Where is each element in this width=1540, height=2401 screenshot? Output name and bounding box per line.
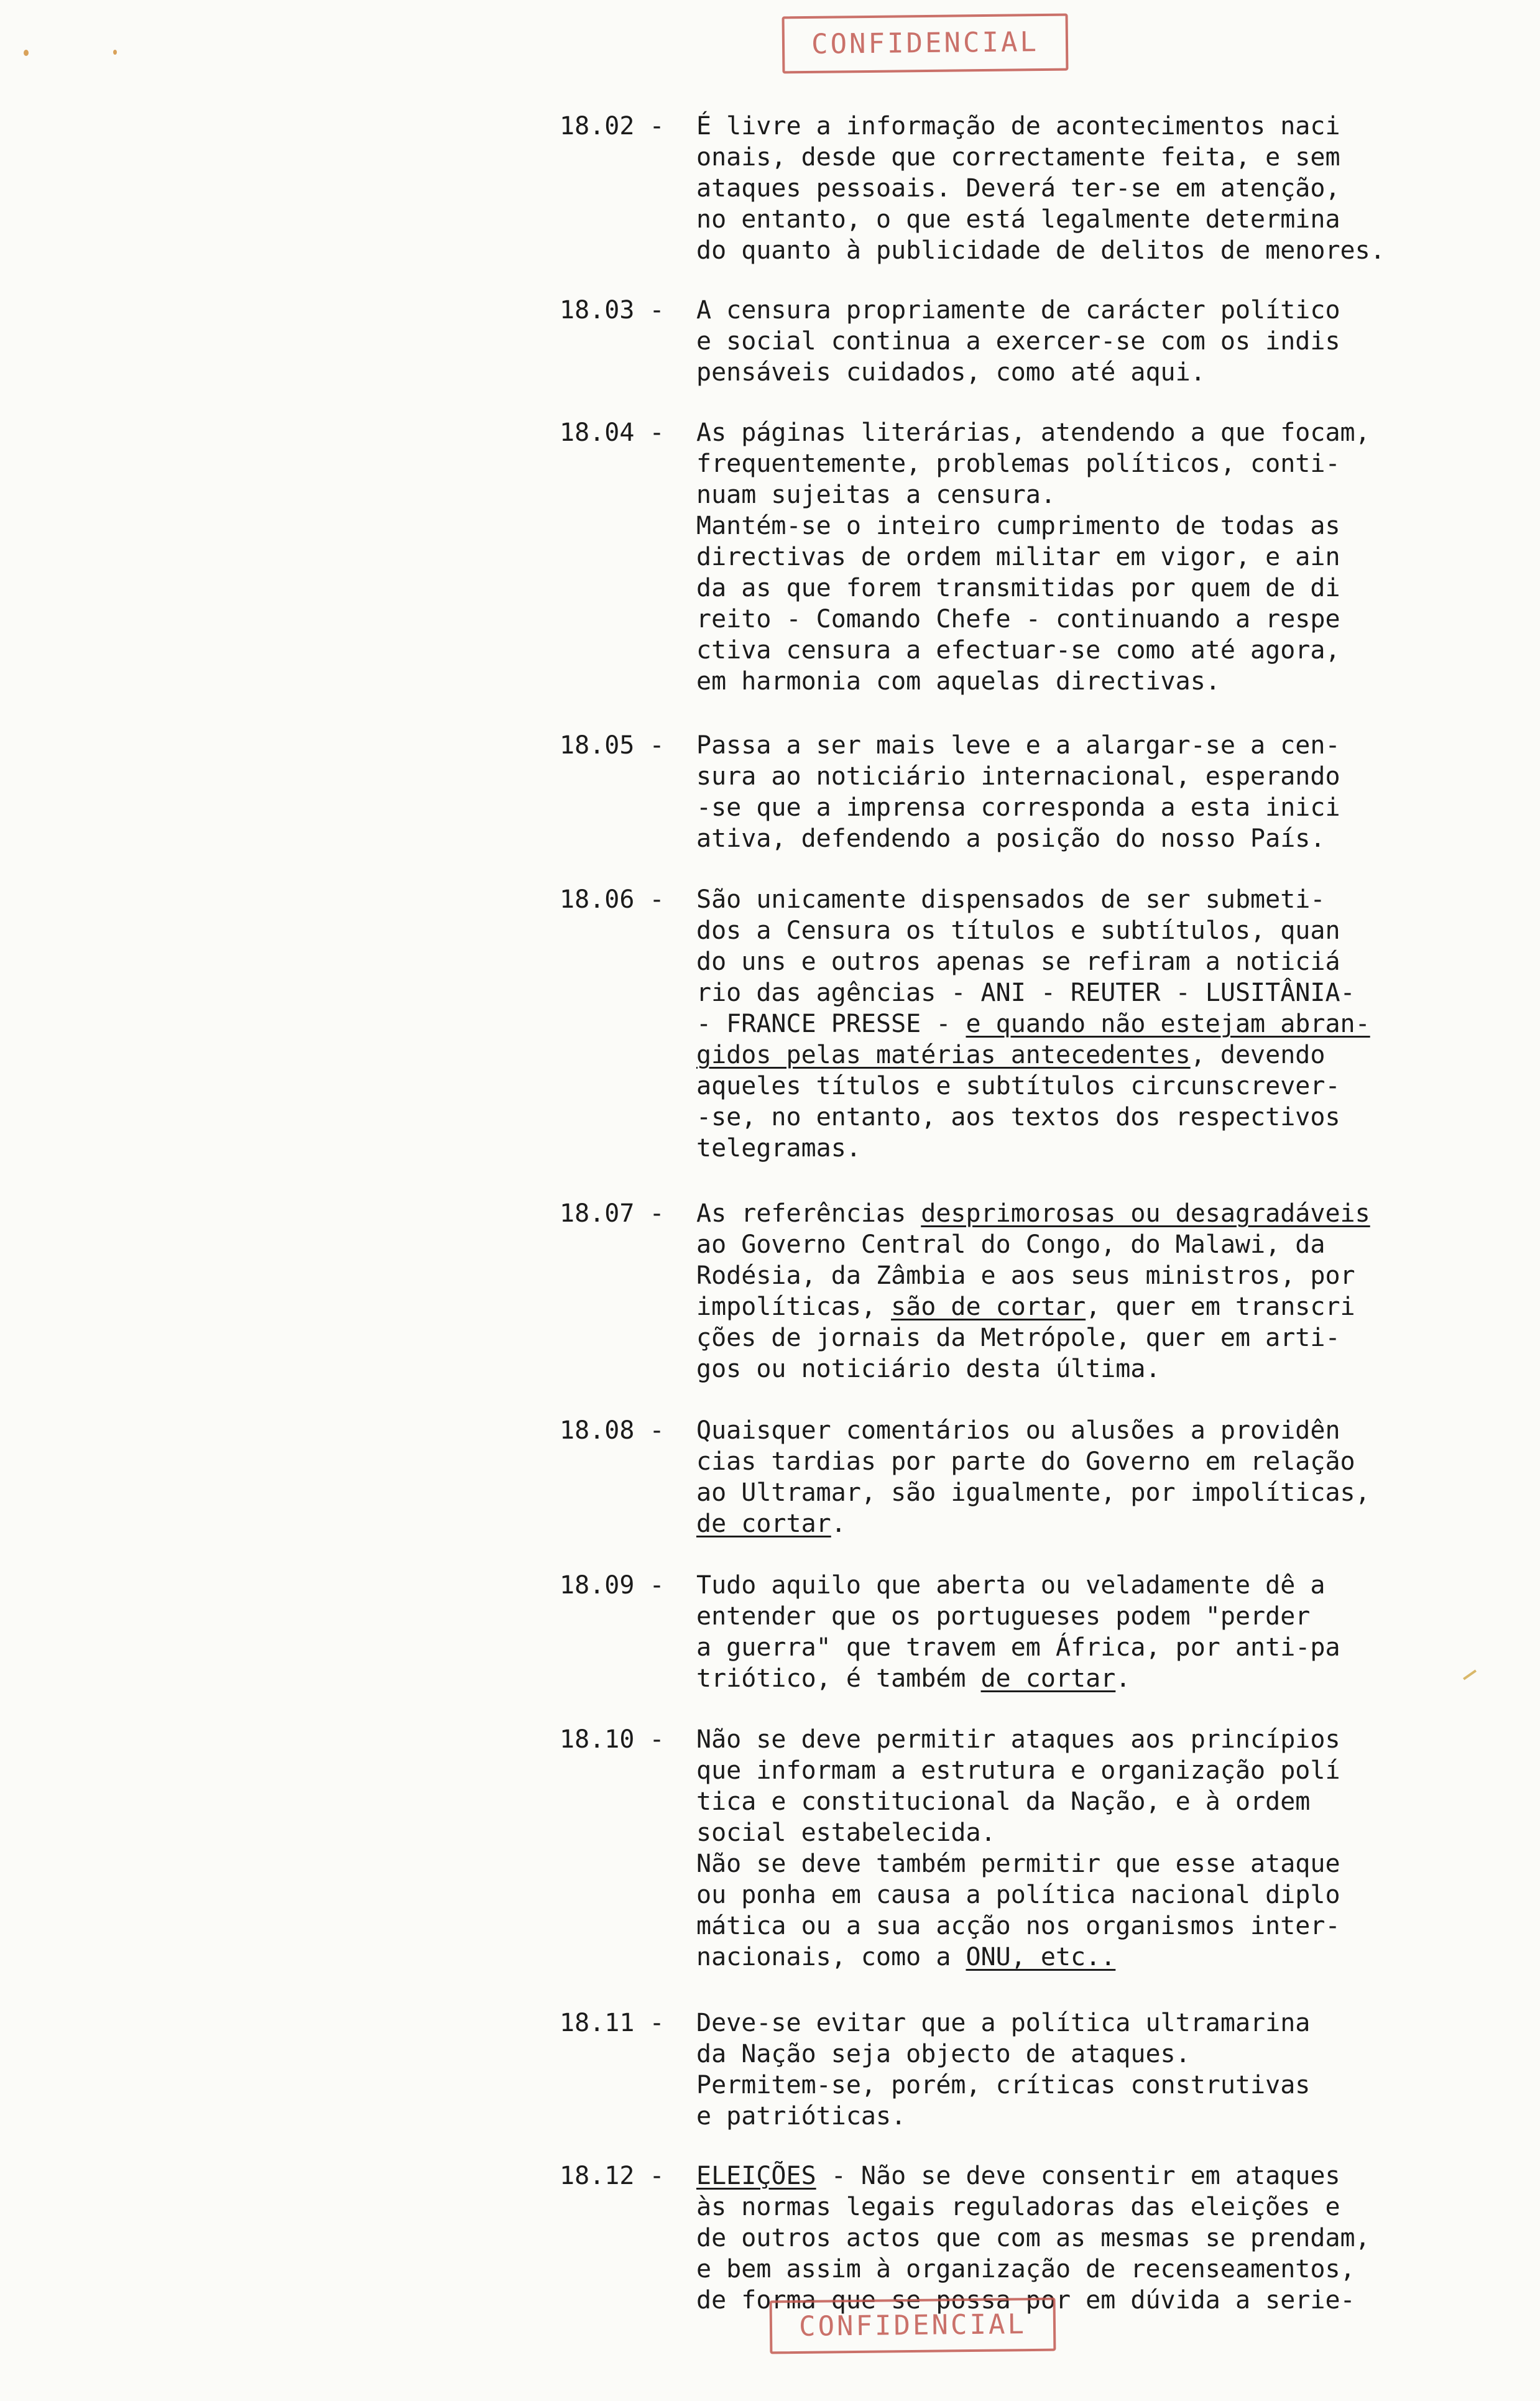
directive-text (696, 884, 1467, 1164)
directive-line: triótico, é também de cortar. (696, 1664, 1131, 1693)
directive-line: - FRANCE PRESSE - e quando não estejam abran- (696, 1010, 1370, 1038)
directive-line: Não se deve permitir ataques aos princípios (696, 1725, 1340, 1754)
directive-line: social estabelecida. (696, 1818, 996, 1847)
directive-line: ções de jornais da Metrópole, quer em arti- (696, 1324, 1340, 1352)
directive-line: -se que a imprensa corresponda a esta inici (696, 793, 1340, 822)
directive-number: 18.02 - (560, 112, 665, 141)
directive-line: de outros actos que com as mesmas se prendam, (696, 2224, 1370, 2252)
directive-text (696, 417, 1467, 697)
directive-line: no entanto, o que está legalmente determina (696, 205, 1340, 234)
directive-text (696, 1570, 1467, 1694)
directive-line: São unicamente dispensados de ser submeti- (696, 885, 1326, 914)
directive-line: ctiva censura a efectuar-se como até agora, (696, 636, 1340, 665)
directive-line: dos a Censura os títulos e subtítulos, quan (696, 916, 1340, 945)
directive-text (696, 111, 1467, 266)
directive-line: As referências desprimorosas ou desagradáveis (696, 1199, 1370, 1228)
directive-line: onais, desde que correctamente feita, e sem (696, 143, 1340, 172)
directive-line: -se, no entanto, aos textos dos respectivos (696, 1103, 1340, 1131)
directive-line: Permitem-se, porém, críticas construtivas (696, 2071, 1311, 2099)
directive-line: ativa, defendendo a posição do nosso País. (696, 824, 1326, 853)
directive-line: Mantém-se o inteiro cumprimento de todas as (696, 512, 1340, 540)
directive-line: impolíticas, são de cortar, quer em transcri (696, 1293, 1355, 1321)
directive-line: ao Governo Central do Congo, do Malawi, da (696, 1230, 1326, 1259)
directive-line: da as que forem transmitidas por quem de di (696, 574, 1340, 602)
directive-text (696, 1724, 1467, 1973)
directive-line: mática ou a sua acção nos organismos inter- (696, 1912, 1340, 1940)
directive-line: frequentemente, problemas políticos, conti- (696, 449, 1340, 478)
directive-line: entender que os portugueses podem "perder (696, 1602, 1311, 1631)
directive-line: que informam a estrutura e organização polí (696, 1756, 1340, 1785)
directive-line: gidos pelas matérias antecedentes, devendo (696, 1041, 1326, 1069)
directive-line: reito - Comando Chefe - continuando a respe (696, 605, 1340, 634)
directive-line: tica e constitucional da Nação, e à ordem (696, 1787, 1311, 1816)
directive-line: Tudo aquilo que aberta ou veladamente dê a (696, 1571, 1326, 1600)
directive-line: rio das agências - ANI - REUTER - LUSITÂNIA- (696, 979, 1355, 1007)
directive-number: 18.06 - (560, 885, 665, 914)
directive-line: ao Ultramar, são igualmente, por impolíticas, (696, 1478, 1370, 1507)
directive-line: É livre a informação de acontecimentos naci (696, 112, 1340, 141)
directive-line: nacionais, como a ONU, etc.. (696, 1943, 1116, 1971)
directive-text (696, 1198, 1467, 1385)
directive-line: Não se deve também permitir que esse ataque (696, 1850, 1340, 1878)
directive-number: 18.10 - (560, 1725, 665, 1754)
directive-line: de forma que se possa por em dúvida a serie- (696, 2286, 1355, 2315)
directive-line: ELEIÇÕES - Não se deve consentir em ataques (696, 2162, 1340, 2190)
directive-line: em harmonia com aquelas directivas. (696, 667, 1220, 696)
directive-text (696, 730, 1467, 854)
paper-speck (113, 50, 117, 55)
directive-text (696, 2007, 1467, 2132)
directive-line: Deve-se evitar que a política ultramarina (696, 2009, 1311, 2037)
paper-speck (24, 50, 29, 56)
directive-line: Rodésia, da Zâmbia e aos seus ministros, por (696, 1261, 1355, 1290)
directive-line: da Nação seja objecto de ataques. (696, 2040, 1191, 2068)
directive-line: As páginas literárias, atendendo a que focam, (696, 418, 1370, 447)
directive-line: e bem assim à organização de recenseamentos, (696, 2255, 1355, 2283)
directive-line: pensáveis cuidados, como até aqui. (696, 358, 1206, 387)
directive-number: 18.04 - (560, 418, 665, 447)
directive-number: 18.12 - (560, 2162, 665, 2190)
confidential-stamp-top: CONFIDENCIAL (782, 14, 1069, 74)
directive-number: 18.07 - (560, 1199, 665, 1228)
directive-line: e patrióticas. (696, 2102, 906, 2131)
directive-line: gos ou noticiário desta última. (696, 1355, 1161, 1383)
directive-line: cias tardias por parte do Governo em relação (696, 1447, 1355, 1476)
directive-line: às normas legais reguladoras das eleições e (696, 2193, 1340, 2221)
directive-line: do uns e outros apenas se refiram a noticiá (696, 947, 1340, 976)
directive-line: ou ponha em causa a política nacional diplo (696, 1881, 1340, 1909)
confidential-stamp-bottom: CONFIDENCIAL (770, 2298, 1056, 2354)
directive-text (696, 2160, 1467, 2316)
directive-line: A censura propriamente de carácter político (696, 296, 1340, 325)
directive-line: Passa a ser mais leve e a alargar-se a cen- (696, 731, 1340, 760)
directive-line: nuam sujeitas a censura. (696, 481, 1056, 509)
directive-text (696, 1415, 1467, 1539)
directive-line: e social continua a exercer-se com os indis (696, 327, 1340, 356)
directive-number: 18.05 - (560, 731, 665, 760)
directive-line: Quaisquer comentários ou alusões a providên (696, 1416, 1340, 1445)
directive-line: aqueles títulos e subtítulos circunscrever- (696, 1072, 1340, 1100)
directive-line: telegramas. (696, 1134, 861, 1163)
directive-line: ataques pessoais. Deverá ter-se em atenção, (696, 174, 1340, 203)
directive-line: sura ao noticiário internacional, esperando (696, 762, 1340, 791)
directive-line: de cortar. (696, 1509, 846, 1538)
directive-number: 18.03 - (560, 296, 665, 325)
directive-line: do quanto à publicidade de delitos de menores. (696, 236, 1385, 265)
directive-text (696, 295, 1467, 388)
directive-number: 18.08 - (560, 1416, 665, 1445)
directive-line: directivas de ordem militar em vigor, e ain (696, 543, 1340, 571)
directive-number: 18.11 - (560, 2009, 665, 2037)
directive-line: a guerra" que travem em África, por anti-pa (696, 1633, 1340, 1662)
directive-number: 18.09 - (560, 1571, 665, 1600)
